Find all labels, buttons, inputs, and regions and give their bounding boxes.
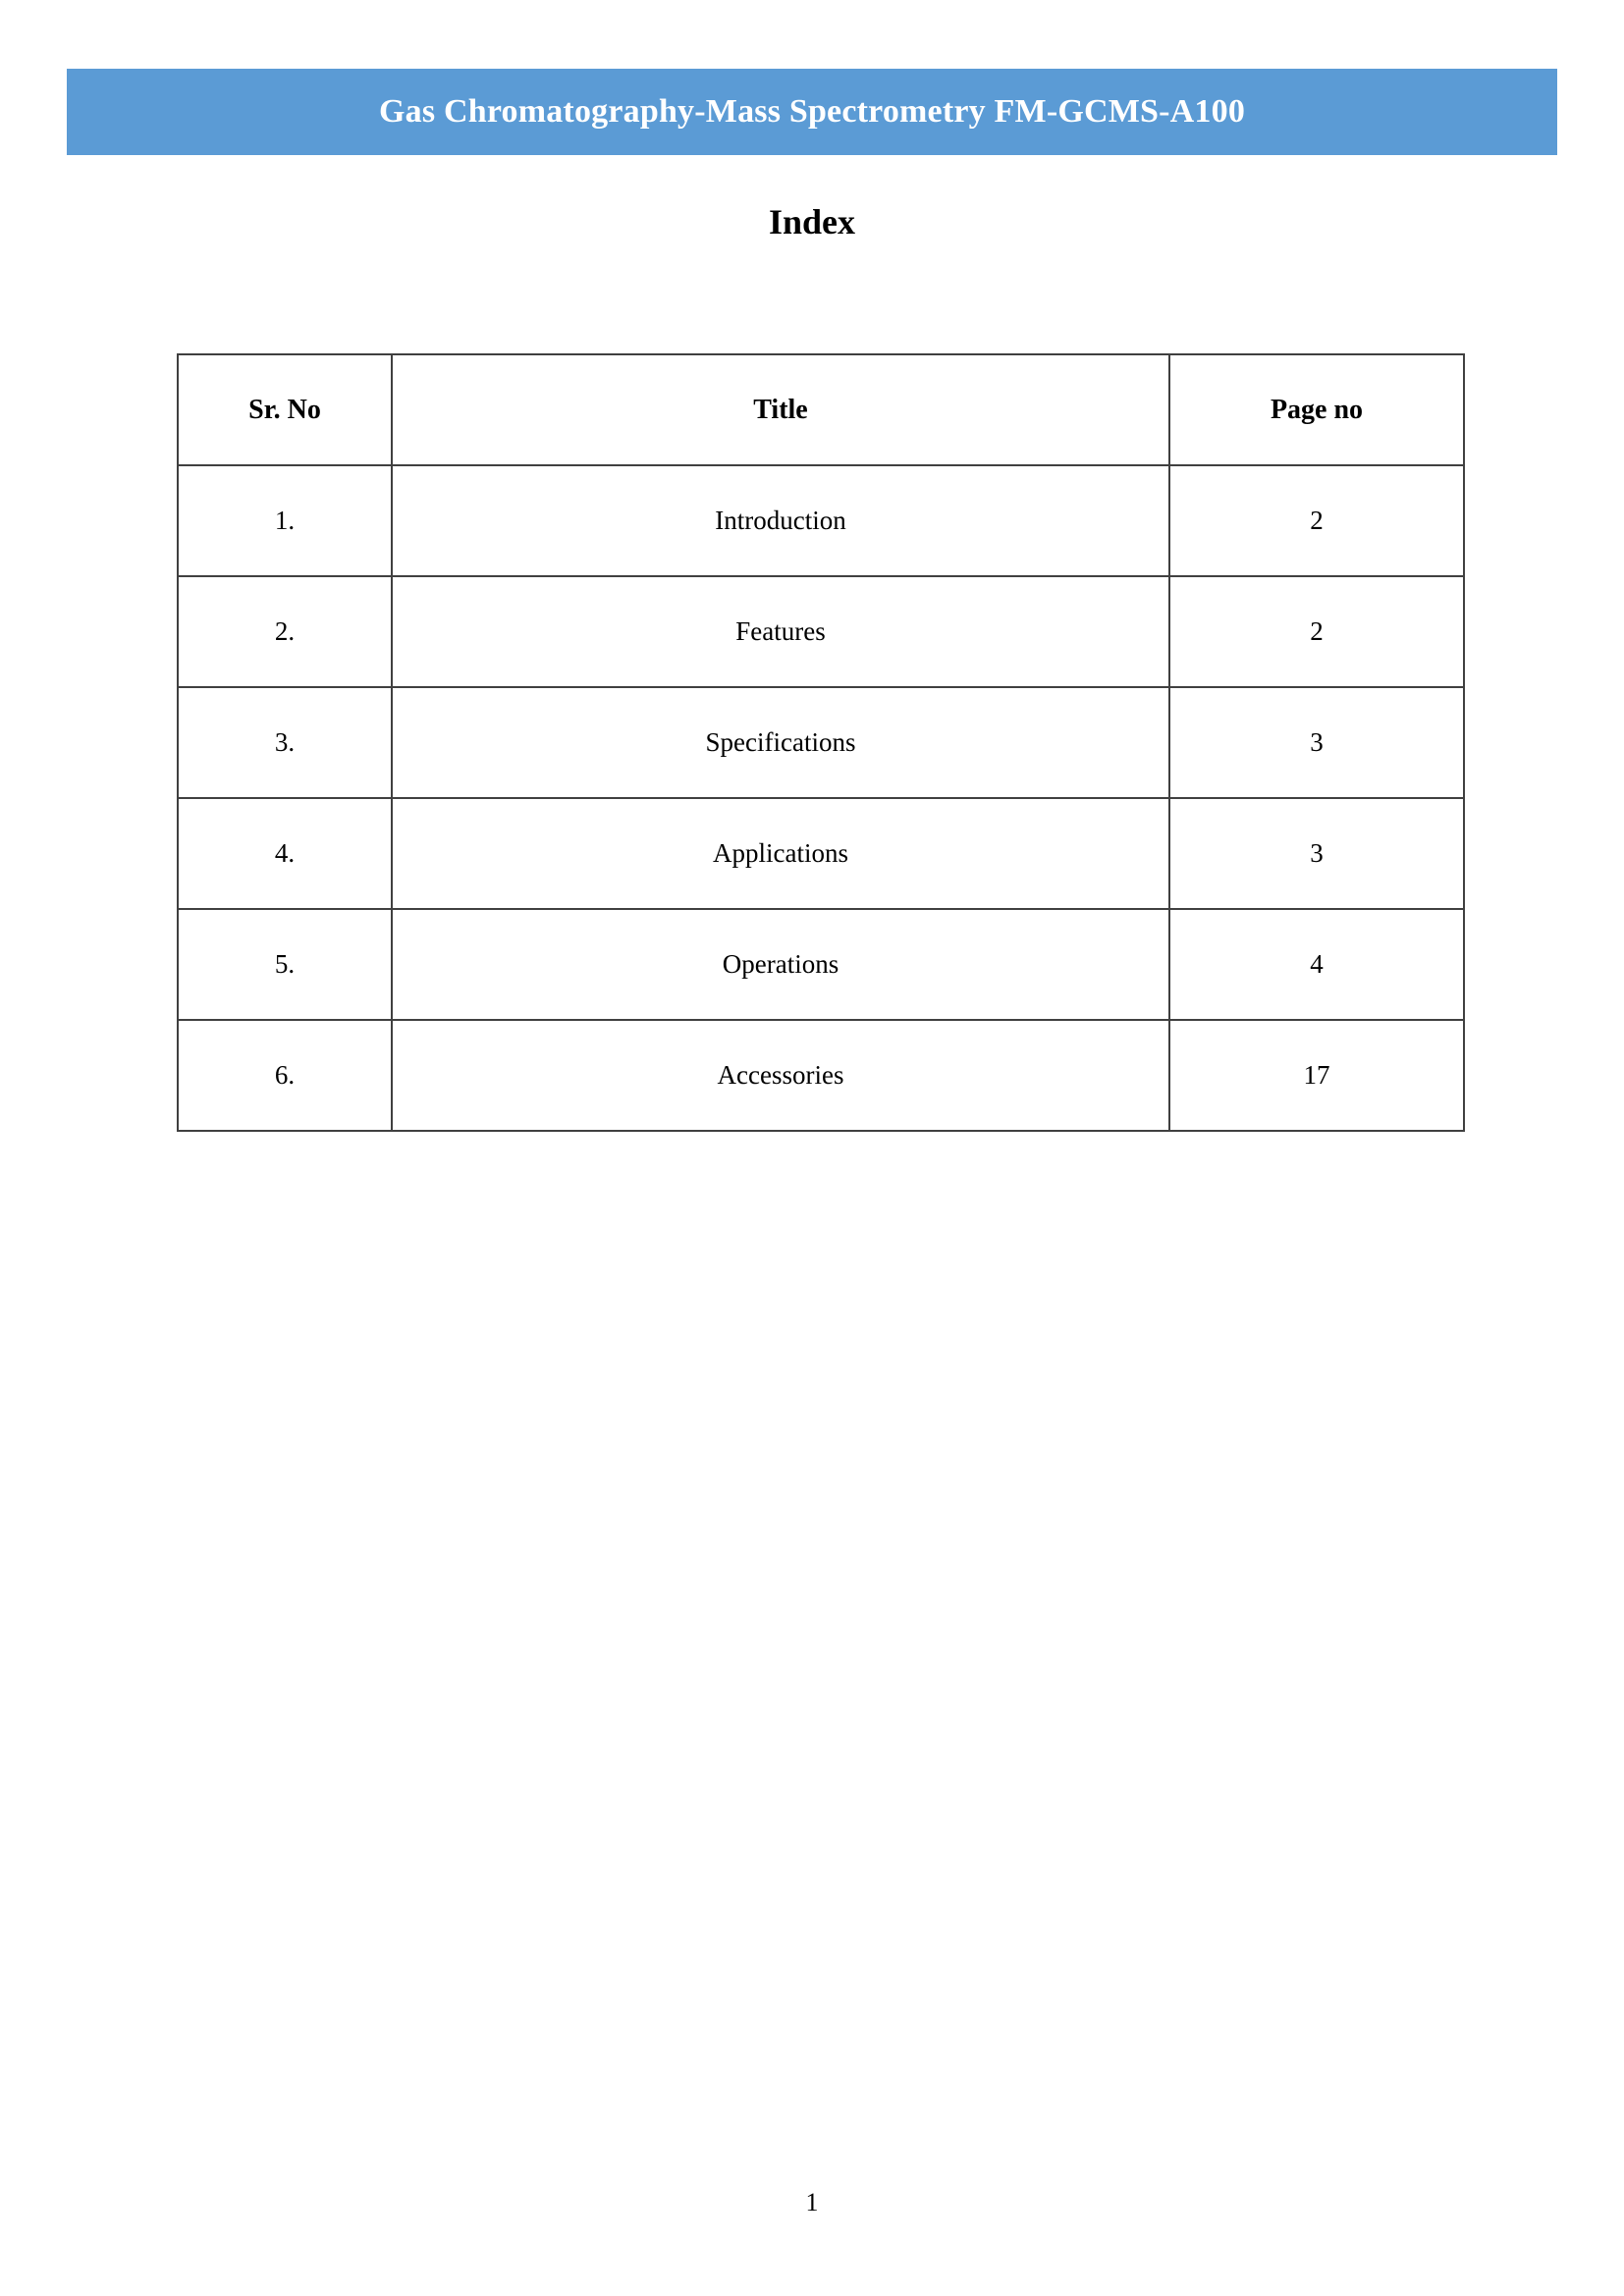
cell-page-no: 2 — [1169, 576, 1464, 687]
index-table — [177, 353, 1465, 1132]
cell-title: Applications — [392, 798, 1169, 909]
table-row — [178, 1020, 1464, 1131]
cell-page-no: 2 — [1169, 465, 1464, 576]
cell-page-no: 17 — [1169, 1020, 1464, 1131]
column-header-page-no: Page no — [1169, 354, 1464, 465]
column-header-sr-no: Sr. No — [178, 354, 392, 465]
footer-page-number: 1 — [805, 2188, 819, 2216]
cell-page-no: 3 — [1169, 798, 1464, 909]
cell-sr-no: 6. — [178, 1020, 392, 1131]
cell-title: Introduction — [392, 465, 1169, 576]
cell-sr-no: 1. — [178, 465, 392, 576]
cell-title: Operations — [392, 909, 1169, 1020]
cell-title: Accessories — [392, 1020, 1169, 1131]
table-row — [178, 798, 1464, 909]
title-banner — [67, 69, 1557, 155]
index-heading: Index — [768, 202, 856, 241]
table-row — [178, 909, 1464, 1020]
cell-sr-no: 5. — [178, 909, 392, 1020]
cell-page-no: 4 — [1169, 909, 1464, 1020]
document-title: Gas Chromatography-Mass Spectrometry FM-GCMS-A100 — [378, 93, 1246, 130]
cell-page-no: 3 — [1169, 687, 1464, 798]
table-row — [178, 687, 1464, 798]
column-header-title: Title — [392, 354, 1169, 465]
cell-sr-no: 2. — [178, 576, 392, 687]
cell-title: Features — [392, 576, 1169, 687]
table-header-row — [178, 354, 1464, 465]
cell-sr-no: 3. — [178, 687, 392, 798]
table-row — [178, 576, 1464, 687]
cell-sr-no: 4. — [178, 798, 392, 909]
table-row — [178, 465, 1464, 576]
cell-title: Specifications — [392, 687, 1169, 798]
